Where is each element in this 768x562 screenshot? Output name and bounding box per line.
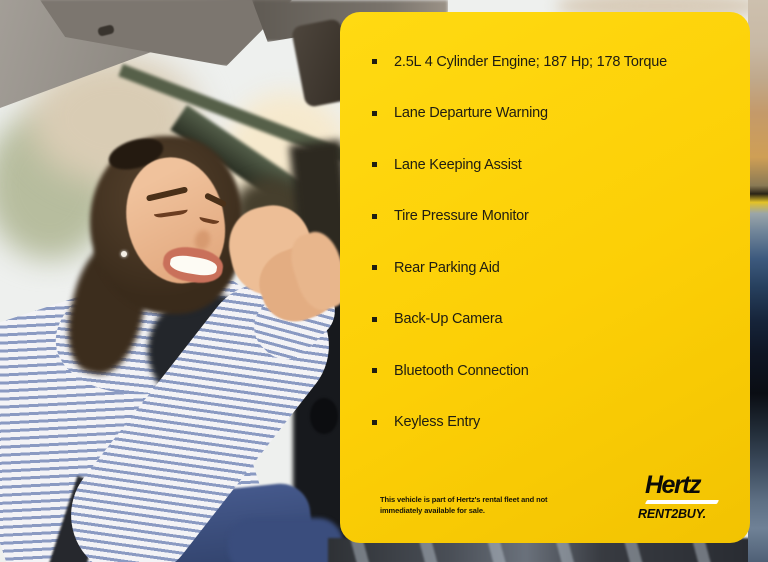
- hertz-rent2buy-logo: [638, 473, 724, 521]
- bullet-square-icon: [372, 59, 377, 64]
- window-blur-strip: [748, 0, 768, 562]
- bullet-square-icon: [372, 368, 377, 373]
- feature-label: Tire Pressure Monitor: [394, 208, 529, 225]
- feature-item: [372, 294, 732, 346]
- bullet-square-icon: [372, 214, 377, 219]
- bullet-square-icon: [372, 420, 377, 425]
- bullet-square-icon: [372, 317, 377, 322]
- feature-item: [372, 88, 732, 140]
- feature-item: [372, 397, 732, 449]
- earring: [121, 251, 127, 257]
- feature-list: [372, 36, 732, 448]
- feature-label: Rear Parking Aid: [394, 259, 500, 276]
- fleet-disclaimer-text: This vehicle is part of Hertz's rental fleet and not immediately available for sale.: [380, 495, 548, 515]
- feature-item: [372, 36, 732, 88]
- bullet-square-icon: [372, 162, 377, 167]
- hertz-wordmark: Hertz: [645, 471, 701, 499]
- feature-label: Keyless Entry: [394, 414, 481, 431]
- feature-label: 2.5L 4 Cylinder Engine; 187 Hp; 178 Torque: [394, 53, 667, 70]
- hertz-underline-swoosh: [645, 500, 719, 504]
- feature-item: [372, 191, 732, 243]
- jeans: [228, 518, 343, 562]
- feature-label: Bluetooth Connection: [394, 362, 529, 379]
- feature-item: [372, 139, 732, 191]
- features-panel: [340, 12, 750, 543]
- bullet-square-icon: [372, 265, 377, 270]
- feature-label: Lane Keeping Assist: [394, 156, 522, 173]
- bullet-square-icon: [372, 111, 377, 116]
- feature-label: Back-Up Camera: [394, 311, 503, 328]
- feature-label: Lane Departure Warning: [394, 105, 548, 122]
- feature-item: [372, 345, 732, 397]
- rent2buy-tagline: RENT2BUY.: [638, 507, 706, 521]
- feature-item: [372, 242, 732, 294]
- column-stalk: [310, 398, 338, 434]
